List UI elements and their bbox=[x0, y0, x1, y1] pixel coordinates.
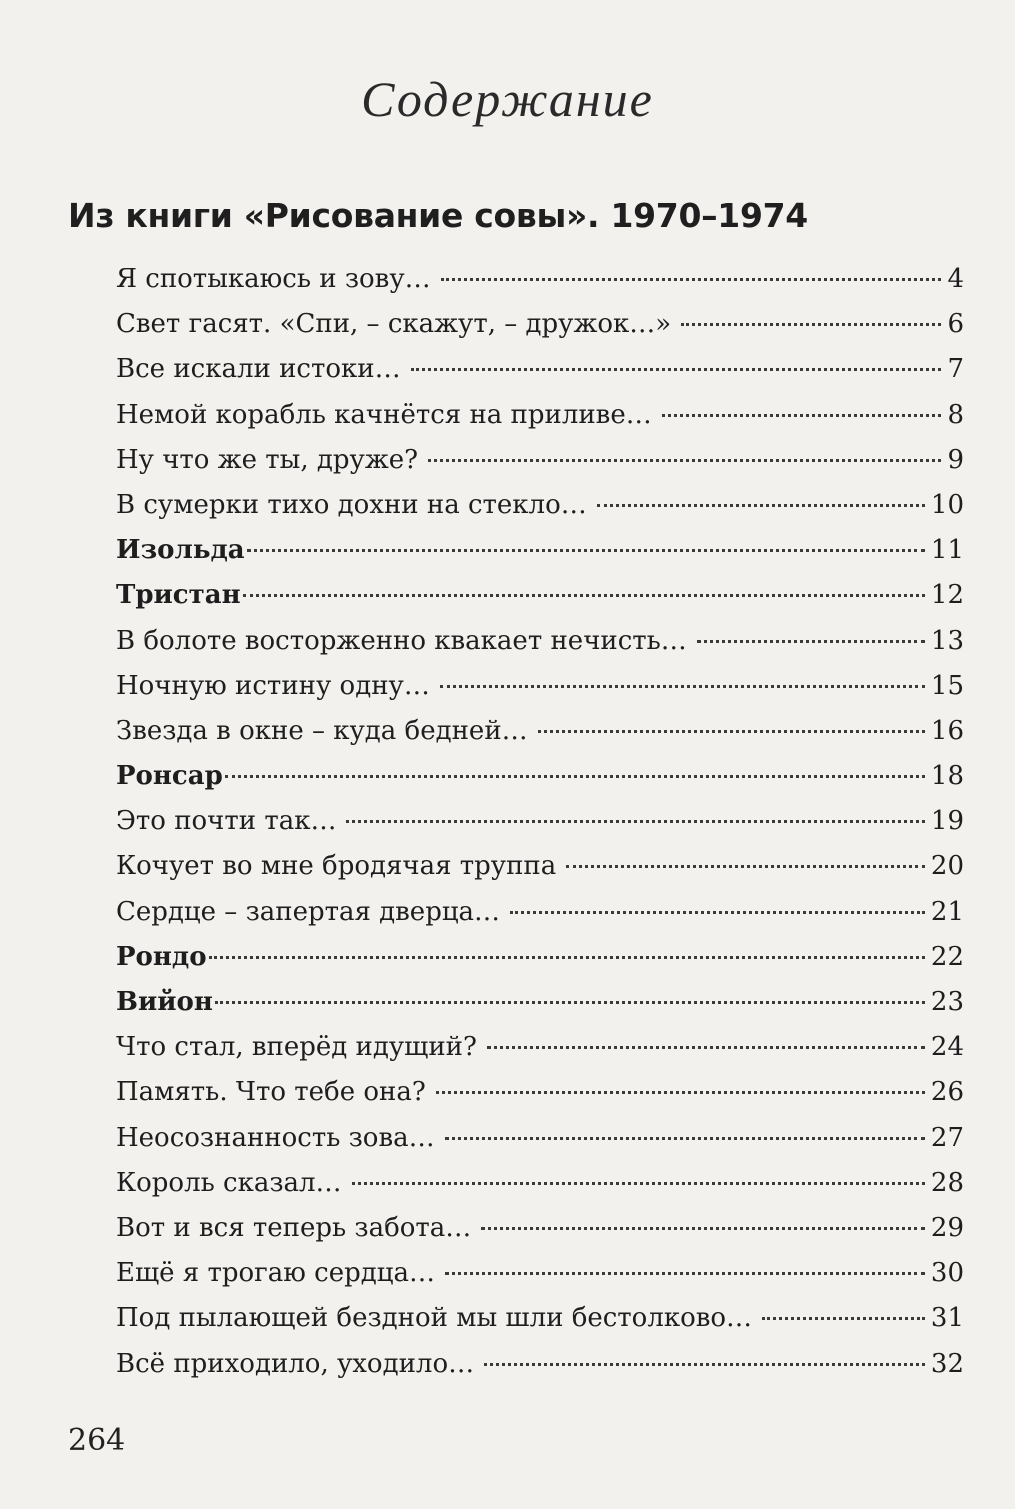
dot-leader bbox=[243, 594, 925, 597]
toc-entry-page: 30 bbox=[930, 1258, 964, 1289]
toc-entry[interactable] bbox=[116, 619, 964, 664]
dot-leader bbox=[538, 730, 925, 733]
toc-entry-title: Все искали истоки… bbox=[116, 354, 401, 385]
toc-entry[interactable] bbox=[116, 347, 964, 392]
dot-leader bbox=[445, 1272, 925, 1275]
toc-entry-title: Ещё я трогаю сердца… bbox=[116, 1258, 435, 1289]
toc-entry[interactable] bbox=[116, 393, 964, 438]
toc-entry[interactable] bbox=[116, 1116, 964, 1161]
toc-entry-page: 8 bbox=[947, 399, 964, 430]
toc-entry-page: 15 bbox=[930, 670, 964, 701]
toc-entry[interactable] bbox=[116, 1342, 964, 1387]
toc-entry[interactable] bbox=[116, 1206, 964, 1251]
toc-entry-page: 4 bbox=[947, 264, 964, 294]
toc-entry-title: Вот и вся теперь забота… bbox=[116, 1212, 472, 1243]
dot-leader bbox=[681, 323, 941, 326]
page-title: Содержание bbox=[361, 71, 654, 127]
toc-entry-page: 21 bbox=[930, 896, 964, 927]
toc-entry[interactable] bbox=[116, 528, 964, 573]
toc-entry-page: 29 bbox=[930, 1212, 964, 1243]
dot-leader bbox=[445, 1137, 925, 1140]
dot-leader bbox=[428, 459, 941, 462]
toc-entry[interactable] bbox=[116, 257, 964, 302]
toc-entry-title: Рондо bbox=[116, 941, 207, 972]
toc-entry-page: 19 bbox=[930, 806, 964, 837]
section-heading: Из книги «Рисование совы». 1970–1974 bbox=[68, 196, 808, 235]
toc-entry-page: 28 bbox=[930, 1167, 964, 1198]
toc-entry-page: 23 bbox=[930, 987, 964, 1017]
toc-entry-title: Сердце – запертая дверца… bbox=[116, 896, 501, 927]
toc-entry-page: 18 bbox=[930, 761, 964, 792]
toc-entry-title: Всё приходило, уходило… bbox=[116, 1348, 475, 1379]
toc-entry-title: Ну что же ты, друже? bbox=[116, 444, 419, 475]
toc-entry-title: Ронсар bbox=[116, 761, 223, 792]
toc-entry-title: Под пылающей бездной мы шли бестолково… bbox=[116, 1303, 753, 1334]
dot-leader bbox=[487, 1046, 925, 1049]
toc-entry[interactable] bbox=[116, 709, 964, 754]
dot-leader bbox=[352, 1182, 925, 1185]
dot-leader bbox=[484, 1363, 925, 1366]
toc-entry-title: Вийон bbox=[116, 987, 213, 1017]
toc-entry-title: Король сказал… bbox=[116, 1167, 342, 1198]
dot-leader bbox=[566, 865, 925, 868]
toc-entry-page: 9 bbox=[947, 444, 964, 475]
toc-entry[interactable] bbox=[116, 573, 964, 618]
toc-entry-page: 12 bbox=[930, 580, 964, 611]
toc-entry-title: Это почти так… bbox=[116, 806, 337, 837]
toc-entry-title: Ночную истину одну… bbox=[116, 670, 430, 701]
toc-entry[interactable] bbox=[116, 935, 964, 980]
toc-entry-page: 26 bbox=[930, 1077, 964, 1108]
toc-entry[interactable] bbox=[116, 438, 964, 483]
toc-entry-page: 13 bbox=[930, 625, 964, 656]
toc-entry[interactable] bbox=[116, 1161, 964, 1206]
dot-leader bbox=[762, 1317, 925, 1320]
page-number: 264 bbox=[68, 1423, 126, 1458]
toc-list bbox=[116, 257, 964, 1387]
toc-entry-title: В болоте восторженно квакает нечисть… bbox=[116, 625, 687, 656]
toc-entry-title: Свет гасят. «Спи, – скажут, – дружок…» bbox=[116, 309, 672, 340]
toc-entry-title: Что стал, вперёд идущий? bbox=[116, 1032, 477, 1063]
toc-entry-title: Я спотыкаюсь и зову… bbox=[116, 264, 431, 294]
toc-entry-title: Неосознанность зова… bbox=[116, 1122, 435, 1153]
dot-leader bbox=[209, 956, 925, 959]
toc-entry-page: 27 bbox=[930, 1122, 964, 1153]
toc-entry-title: Звезда в окне – куда бедней… bbox=[116, 715, 528, 746]
dot-leader bbox=[662, 414, 942, 417]
toc-entry[interactable] bbox=[116, 1070, 964, 1115]
toc-entry[interactable] bbox=[116, 980, 964, 1025]
toc-entry-page: 6 bbox=[947, 309, 964, 340]
toc-entry-title: Память. Что тебе она? bbox=[116, 1077, 426, 1108]
dot-leader bbox=[411, 368, 942, 371]
toc-entry-page: 11 bbox=[930, 535, 964, 566]
toc-entry[interactable] bbox=[116, 890, 964, 935]
toc-entry-page: 20 bbox=[930, 851, 964, 882]
toc-entry-title: Тристан bbox=[116, 580, 241, 611]
dot-leader bbox=[436, 1091, 925, 1094]
toc-entry[interactable] bbox=[116, 844, 964, 889]
toc-entry[interactable] bbox=[116, 1251, 964, 1296]
toc-entry[interactable] bbox=[116, 754, 964, 799]
toc-entry[interactable] bbox=[116, 1025, 964, 1070]
dot-leader bbox=[346, 820, 924, 823]
toc-entry-title: Кочует во мне бродячая труппа bbox=[116, 851, 557, 882]
toc-entry-page: 24 bbox=[930, 1032, 964, 1063]
dot-leader bbox=[441, 278, 942, 281]
dot-leader bbox=[440, 685, 925, 688]
toc-entry-page: 7 bbox=[947, 354, 964, 385]
toc-entry-page: 10 bbox=[930, 489, 964, 520]
toc-entry[interactable] bbox=[116, 664, 964, 709]
dot-leader bbox=[215, 1001, 925, 1004]
dot-leader bbox=[697, 640, 925, 643]
toc-entry-page: 22 bbox=[930, 941, 964, 972]
toc-entry-title: Немой корабль качнётся на приливе… bbox=[116, 399, 652, 430]
toc-entry[interactable] bbox=[116, 1296, 964, 1341]
toc-entry[interactable] bbox=[116, 483, 964, 528]
dot-leader bbox=[247, 549, 925, 552]
toc-entry-page: 32 bbox=[930, 1348, 964, 1379]
toc-entry-page: 16 bbox=[930, 715, 964, 746]
dot-leader bbox=[510, 911, 925, 914]
dot-leader bbox=[597, 504, 925, 507]
dot-leader bbox=[225, 775, 925, 778]
dot-leader bbox=[481, 1227, 925, 1230]
toc-entry-title: В сумерки тихо дохни на стекло… bbox=[116, 489, 587, 520]
toc-entry-title: Изольда bbox=[116, 535, 245, 566]
toc-entry[interactable] bbox=[116, 302, 964, 347]
toc-entry[interactable] bbox=[116, 799, 964, 844]
toc-entry-page: 31 bbox=[930, 1303, 964, 1334]
